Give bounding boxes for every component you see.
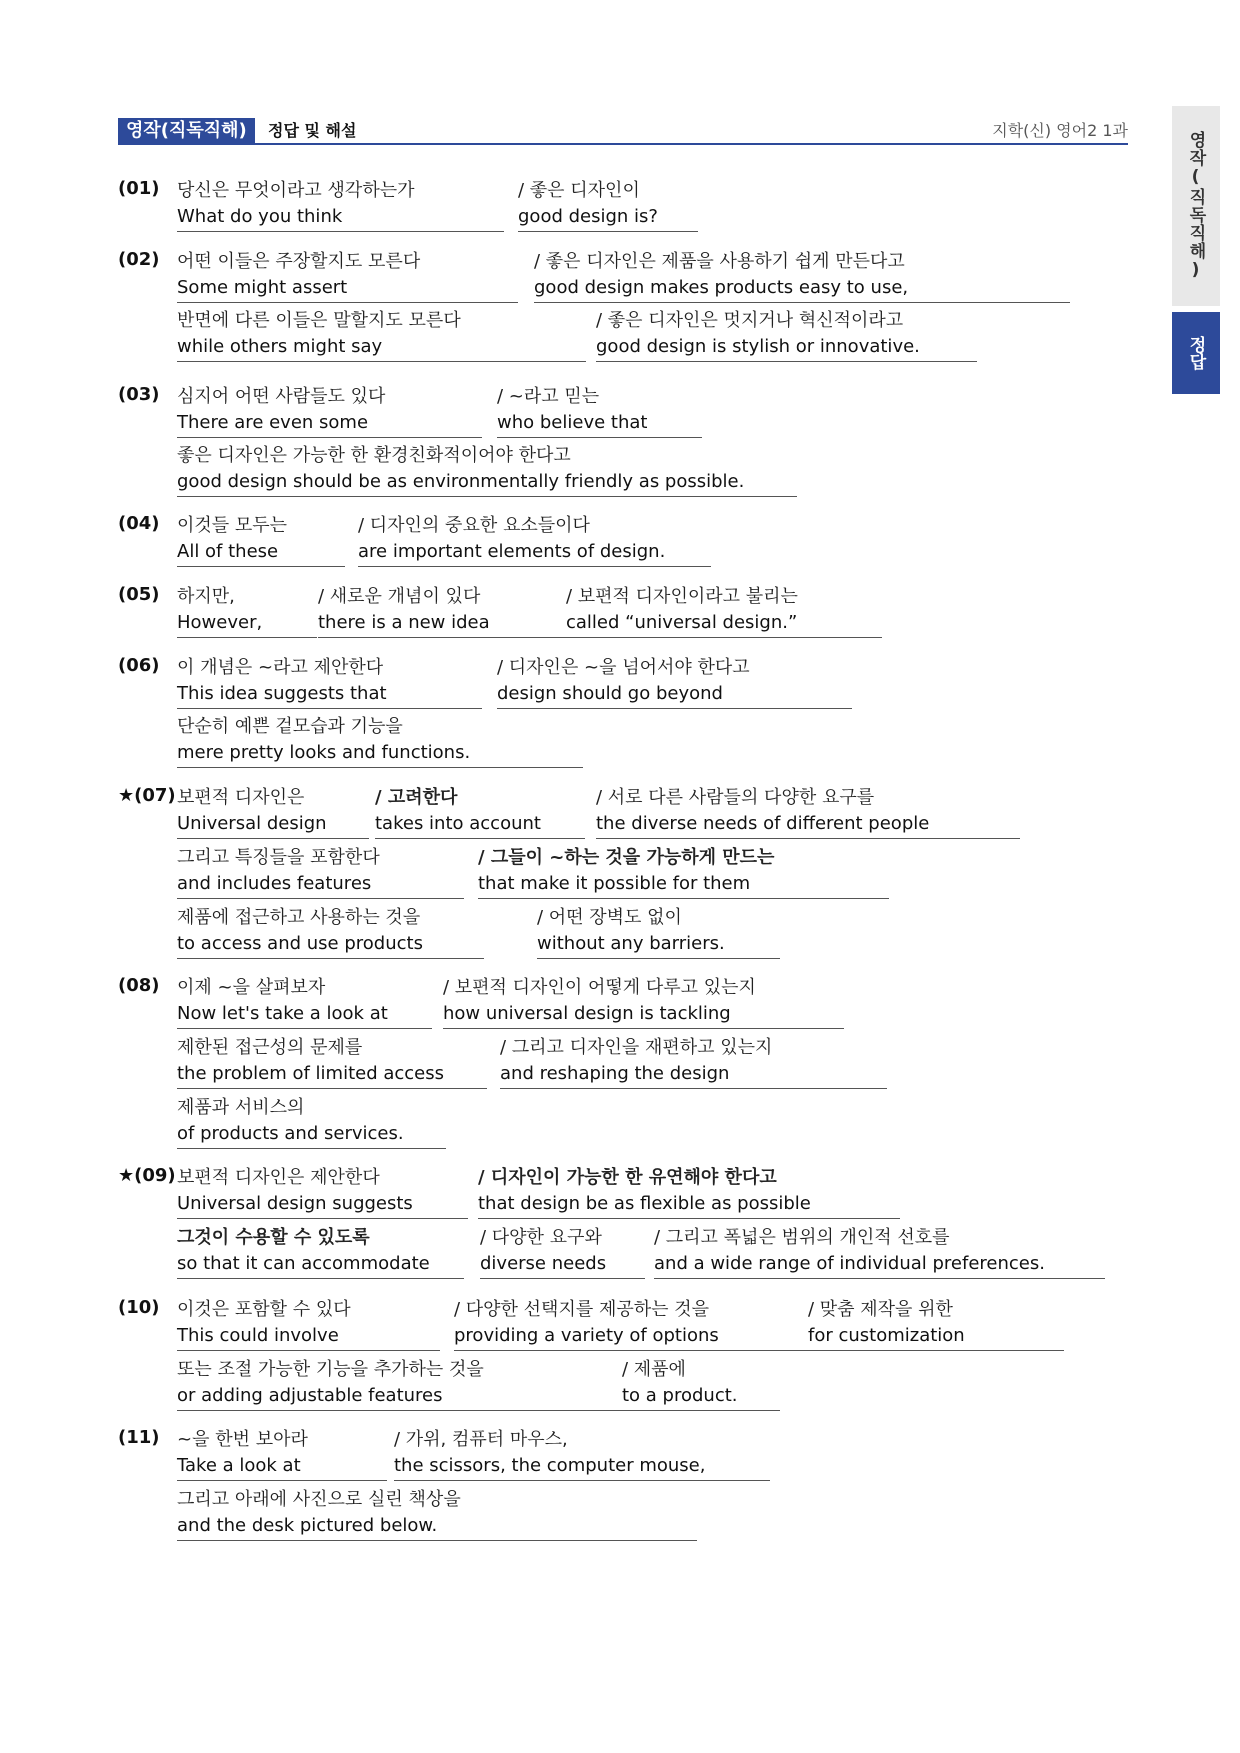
phrase-segment <box>318 584 566 638</box>
side-tab-section[interactable]: 영작(직독직해) <box>1172 106 1220 306</box>
korean-chunk: / 다양한 요구와 <box>480 1227 602 1248</box>
english-chunk: for customization <box>808 1325 965 1346</box>
english-chunk: who believe that <box>497 412 648 433</box>
phrase-segment <box>443 975 844 1029</box>
english-chunk: Now let's take a look at <box>177 1003 388 1024</box>
english-chunk: while others might say <box>177 336 383 357</box>
korean-chunk: / 그들이 ~하는 것을 가능하게 만드는 <box>478 847 775 868</box>
english-chunk: and a wide range of individual preferences. <box>654 1253 1045 1274</box>
korean-chunk: 이 개념은 ~라고 제안한다 <box>177 657 384 678</box>
phrase-segment <box>358 513 711 567</box>
phrase-segment <box>518 178 698 232</box>
phrase-segment <box>177 584 317 638</box>
item-number: (03) <box>118 384 160 405</box>
phrase-segment <box>177 443 797 497</box>
phrase-segment <box>480 1225 645 1279</box>
korean-chunk: 좋은 디자인은 가능한 한 환경친화적이어야 한다고 <box>177 445 571 466</box>
phrase-segment <box>654 1225 1105 1279</box>
korean-chunk: / 서로 다른 사람들의 다양한 요구를 <box>596 787 875 808</box>
korean-chunk: 또는 조절 가능한 기능을 추가하는 것을 <box>177 1359 484 1380</box>
korean-chunk: / 새로운 개념이 있다 <box>318 586 481 607</box>
side-tab-answers[interactable]: 정답 <box>1172 312 1220 394</box>
phrase-segment <box>177 905 484 959</box>
korean-chunk: 제품과 서비스의 <box>177 1097 305 1118</box>
korean-chunk: / 가위, 컴퓨터 마우스, <box>394 1429 568 1450</box>
korean-chunk: 보편적 디자인은 제안한다 <box>177 1167 380 1188</box>
english-chunk: or adding adjustable features <box>177 1385 443 1406</box>
korean-chunk: 이것들 모두는 <box>177 515 288 536</box>
phrase-segment <box>177 1095 446 1149</box>
item-number: (11) <box>118 1427 160 1448</box>
phrase-segment <box>177 249 518 303</box>
phrase-segment <box>177 1487 697 1541</box>
phrase-segment <box>454 1297 825 1351</box>
korean-chunk: / ~라고 믿는 <box>497 386 600 407</box>
phrase-segment <box>566 584 882 638</box>
korean-chunk: / 어떤 장벽도 없이 <box>537 907 682 928</box>
korean-chunk: 당신은 무엇이라고 생각하는가 <box>177 180 415 201</box>
phrase-segment <box>177 785 369 839</box>
korean-chunk: / 다양한 선택지를 제공하는 것을 <box>454 1299 709 1320</box>
header-rule <box>118 143 1128 145</box>
phrase-segment <box>375 785 585 839</box>
phrase-segment <box>500 1035 887 1089</box>
korean-chunk: / 보편적 디자인이 어떻게 다루고 있는지 <box>443 977 756 998</box>
phrase-segment <box>177 1035 487 1089</box>
phrase-segment <box>808 1297 1064 1351</box>
korean-chunk: / 보편적 디자인이라고 불리는 <box>566 586 798 607</box>
phrase-segment <box>177 655 482 709</box>
phrase-segment <box>177 308 586 362</box>
phrase-segment <box>394 1427 770 1481</box>
phrase-segment <box>177 1297 440 1351</box>
korean-chunk: / 좋은 디자인은 멋지거나 혁신적이라고 <box>596 310 904 331</box>
korean-chunk: 제품에 접근하고 사용하는 것을 <box>177 907 421 928</box>
item-number: (08) <box>118 975 160 996</box>
english-chunk: takes into account <box>375 813 541 834</box>
english-chunk: What do you think <box>177 206 343 227</box>
korean-chunk: / 그리고 폭넓은 범위의 개인적 선호를 <box>654 1227 950 1248</box>
korean-chunk: 그리고 특징들을 포함한다 <box>177 847 380 868</box>
korean-chunk: / 디자인은 ~을 넘어서야 한다고 <box>497 657 750 678</box>
korean-chunk: 단순히 예쁜 겉모습과 기능을 <box>177 716 403 737</box>
english-chunk: This could involve <box>177 1325 339 1346</box>
item-number: (05) <box>118 584 160 605</box>
section-badge: 영작(직독직해) <box>118 118 255 144</box>
english-chunk: Some might assert <box>177 277 348 298</box>
korean-chunk: 이것은 포함할 수 있다 <box>177 1299 351 1320</box>
korean-chunk: / 디자인의 중요한 요소들이다 <box>358 515 590 536</box>
item-number: (10) <box>118 1297 160 1318</box>
phrase-segment <box>497 655 852 709</box>
english-chunk: without any barriers. <box>537 933 725 954</box>
korean-chunk: / 그리고 디자인을 재편하고 있는지 <box>500 1037 773 1058</box>
english-chunk: and includes features <box>177 873 372 894</box>
korean-chunk: 하지만, <box>177 586 235 607</box>
item-number: ★(07) <box>118 785 176 806</box>
korean-chunk: / 디자인이 가능한 한 유연해야 한다고 <box>478 1167 777 1188</box>
korean-chunk: 제한된 접근성의 문제를 <box>177 1037 363 1058</box>
phrase-segment <box>177 714 583 768</box>
phrase-segment <box>497 384 702 438</box>
english-chunk: of products and services. <box>177 1123 404 1144</box>
english-chunk: how universal design is tackling <box>443 1003 731 1024</box>
textbook-label: 지학(신) 영어2 1과 <box>992 121 1128 140</box>
english-chunk: to a product. <box>622 1385 738 1406</box>
english-chunk: diverse needs <box>480 1253 607 1274</box>
english-chunk: providing a variety of options <box>454 1325 719 1346</box>
english-chunk: design should go beyond <box>497 683 723 704</box>
phrase-segment <box>596 308 977 362</box>
phrase-segment <box>596 785 1020 839</box>
english-chunk: the problem of limited access <box>177 1063 445 1084</box>
english-chunk: All of these <box>177 541 279 562</box>
phrase-segment <box>177 384 482 438</box>
english-chunk: called “universal design.” <box>566 612 798 633</box>
english-chunk: This idea suggests that <box>177 683 387 704</box>
english-chunk: There are even some <box>177 412 369 433</box>
english-chunk: good design should be as environmentally friendly as possible. <box>177 471 745 492</box>
item-number: (06) <box>118 655 160 676</box>
english-chunk: that make it possible for them <box>478 873 751 894</box>
english-chunk: Take a look at <box>177 1455 301 1476</box>
item-number: ★(09) <box>118 1165 176 1186</box>
english-chunk: good design is? <box>518 206 658 227</box>
phrase-segment <box>177 975 432 1029</box>
phrase-segment <box>177 1357 624 1411</box>
english-chunk: good design is stylish or innovative. <box>596 336 920 357</box>
phrase-segment <box>177 1165 468 1219</box>
item-number: (01) <box>118 178 160 199</box>
korean-chunk: 어떤 이들은 주장할지도 모른다 <box>177 251 421 272</box>
phrase-segment <box>537 905 780 959</box>
phrase-segment <box>177 1427 387 1481</box>
english-chunk: Universal design suggests <box>177 1193 413 1214</box>
english-chunk: the scissors, the computer mouse, <box>394 1455 706 1476</box>
english-chunk: that design be as flexible as possible <box>478 1193 811 1214</box>
english-chunk: However, <box>177 612 263 633</box>
english-chunk: to access and use products <box>177 933 423 954</box>
phrase-segment <box>534 249 1070 303</box>
english-chunk: there is a new idea <box>318 612 490 633</box>
korean-chunk: 심지어 어떤 사람들도 있다 <box>177 386 386 407</box>
phrase-segment <box>177 845 464 899</box>
korean-chunk: 이제 ~을 살펴보자 <box>177 977 326 998</box>
korean-chunk: 그것이 수용할 수 있도록 <box>177 1227 370 1248</box>
english-chunk: and reshaping the design <box>500 1063 730 1084</box>
item-number: (04) <box>118 513 160 534</box>
korean-chunk: ~을 한번 보아라 <box>177 1429 308 1450</box>
phrase-segment <box>622 1357 780 1411</box>
english-chunk: are important elements of design. <box>358 541 666 562</box>
korean-chunk: / 고려한다 <box>375 787 458 808</box>
phrase-segment <box>478 1165 900 1219</box>
english-chunk: Universal design <box>177 813 327 834</box>
english-chunk: and the desk pictured below. <box>177 1515 438 1536</box>
phrase-segment <box>177 513 345 567</box>
korean-chunk: / 좋은 디자인이 <box>518 180 640 201</box>
page-header <box>118 118 1128 144</box>
section-subtitle: 정답 및 해설 <box>268 121 357 140</box>
phrase-segment <box>177 178 504 232</box>
english-chunk: the diverse needs of different people <box>596 813 930 834</box>
korean-chunk: 반면에 다른 이들은 말할지도 모른다 <box>177 310 461 331</box>
korean-chunk: / 제품에 <box>622 1359 686 1380</box>
korean-chunk: 그리고 아래에 사진으로 실린 책상을 <box>177 1489 461 1510</box>
english-chunk: mere pretty looks and functions. <box>177 742 471 763</box>
korean-chunk: / 맞춤 제작을 위한 <box>808 1299 953 1320</box>
english-chunk: good design makes products easy to use, <box>534 277 909 298</box>
item-number: (02) <box>118 249 160 270</box>
phrase-segment <box>177 1225 464 1279</box>
korean-chunk: 보편적 디자인은 <box>177 787 305 808</box>
phrase-segment <box>478 845 889 899</box>
korean-chunk: / 좋은 디자인은 제품을 사용하기 쉽게 만든다고 <box>534 251 905 272</box>
english-chunk: so that it can accommodate <box>177 1253 430 1274</box>
